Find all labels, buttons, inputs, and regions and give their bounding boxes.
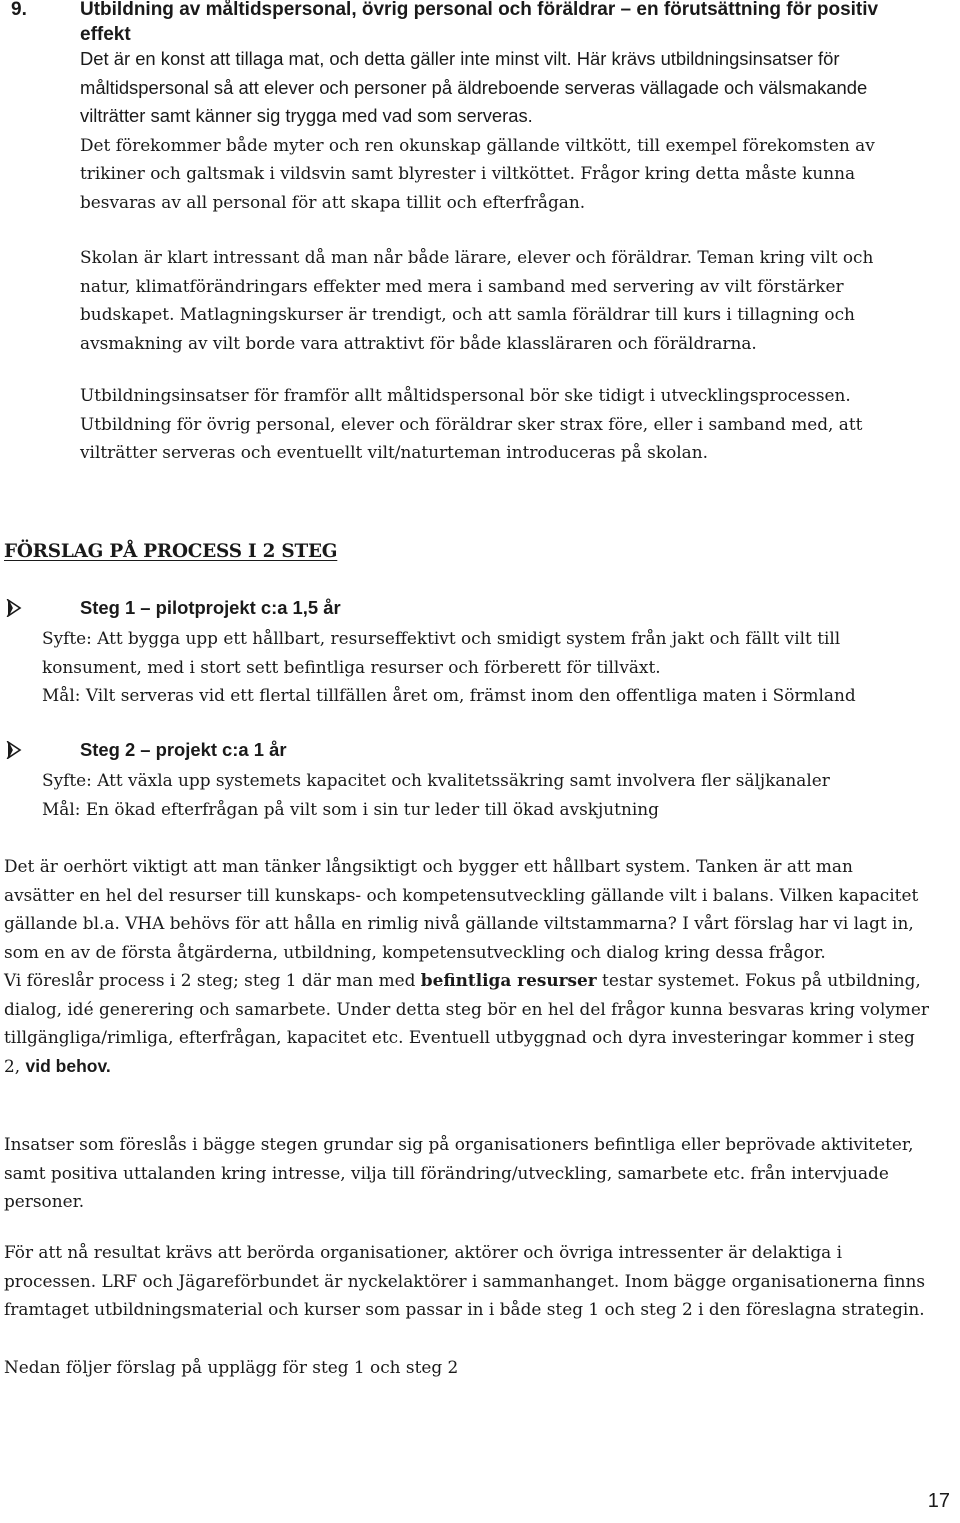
body-line: För att nå resultat krävs att berörda organisationer, aktörer och övriga intressenter är delaktiga i bbox=[4, 1242, 842, 1262]
section-number: 9. bbox=[11, 0, 27, 20]
body-line: framtaget utbildningsmaterial och kurser som passar in i både steg 1 och steg 2 i den föreslagna strategin. bbox=[4, 1299, 925, 1319]
body-line: vilträtter serveras och eventuellt vilt/naturteman introduceras på skolan. bbox=[80, 442, 708, 462]
body-line: avsätter en hel del resurser till kunskaps- och kompetensutveckling gällande vilt i balans. Vilken kapacitet bbox=[4, 884, 919, 905]
step-2-body bbox=[42, 766, 830, 823]
body-line: avsmakning av vilt borde vara attraktivt för både klassläraren och föräldrarna. bbox=[80, 332, 757, 353]
body-line: Det är en konst att tillaga mat, och detta gäller inte minst vilt. Här krävs utbildningsinsatser för bbox=[80, 48, 840, 69]
body-line: trikiner och galtsmak i vildsvin samt blyrester i viltköttet. Frågor kring detta måste kunna bbox=[80, 163, 856, 183]
body-line: Utbildningsinsatser för framför allt måltidspersonal bör ske tidigt i utvecklingsprocessen. bbox=[80, 385, 851, 405]
step-2-title: Steg 2 – projekt c:a 1 år bbox=[80, 739, 287, 760]
text-run: testar systemet. Fokus på utbildning, bbox=[596, 970, 921, 990]
step-2-mal: Mål: En ökad efterfrågan på vilt som i sin tur leder till ökad avskjutning bbox=[42, 798, 659, 819]
arrow-bullet-icon bbox=[6, 740, 80, 760]
body-line: natur, klimatförändringars effekter med mera i samband med servering av vilt förstärker bbox=[80, 275, 844, 296]
step-2-heading bbox=[6, 739, 286, 761]
step-1-heading bbox=[6, 597, 341, 619]
text-run: 2, bbox=[4, 1055, 26, 1076]
body-line: Utbildning för övrig personal, elever och föräldrar sker strax före, eller i samband med, att bbox=[80, 413, 863, 434]
section-9-body bbox=[80, 45, 875, 216]
body-line: Nedan följer förslag på upplägg för steg 1 och steg 2 bbox=[4, 1357, 459, 1377]
body-line: Det förekommer både myter och ren okunskap gällande viltkött, till exempel förekomsten av bbox=[80, 134, 875, 155]
page-number: 17 bbox=[927, 1490, 950, 1512]
section-title-line-2: effekt bbox=[80, 24, 131, 45]
body-line: dialog, idé generering och samarbete. Under detta steg bör en hel del frågor kunna besvaras kring volymer bbox=[4, 998, 930, 1019]
body-line: Insatser som föreslås i bägge stegen grundar sig på organisationers befintliga eller beprövade aktiviteter, bbox=[4, 1134, 914, 1154]
paragraph-utbildningsinsatser bbox=[80, 381, 862, 467]
section-9-heading bbox=[11, 0, 878, 47]
body-line: Det är oerhört viktigt att man tänker långsiktigt och bygger ett hållbart system. Tanken är att man bbox=[4, 856, 853, 876]
body-line: måltidspersonal så att elever och personer på äldreboende serveras vällagade och välsmakande bbox=[80, 76, 868, 98]
body-line: besvaras av all personal för att skapa tillit och efterfrågan. bbox=[80, 191, 586, 212]
step-1-syfte: Syfte: Att bygga upp ett hållbart, resurseffektivt och smidigt system från jakt och fällt vilt till bbox=[42, 628, 841, 648]
body-line: gällande bl.a. VHA behövs för att hålla en rimlig nivå gällande viltstammarna? I vårt förslag har vi lagt in, bbox=[4, 913, 914, 933]
forslag-heading: FÖRSLAG PÅ PROCESS I 2 STEG bbox=[4, 541, 338, 562]
body-line: vilträtter samt känner sig trygga med vad som serveras. bbox=[80, 105, 533, 126]
paragraph-insatser bbox=[4, 1130, 913, 1216]
paragraph-skolan bbox=[80, 243, 873, 357]
paragraph-resultat bbox=[4, 1238, 925, 1324]
emphasis-befintliga-resurser: befintliga resurser bbox=[420, 970, 597, 990]
body-line: tillgängliga/rimliga, efterfrågan, kapacitet etc. Eventuell utbyggnad och dyra investeringar kommer i steg bbox=[4, 1027, 915, 1047]
step-2-syfte: Syfte: Att växla upp systemets kapacitet och kvalitetssäkring samt involvera fler säljkanaler bbox=[42, 770, 830, 790]
step-1-title: Steg 1 – pilotprojekt c:a 1,5 år bbox=[80, 597, 341, 618]
body-line: som en av de första åtgärderna, utbildning, kompetensutveckling och dialog kring dessa frågor. bbox=[4, 941, 826, 962]
step-1-mal: Mål: Vilt serveras vid ett flertal tillfällen året om, främst inom den offentliga maten i Sörmland bbox=[42, 685, 856, 705]
body-line: processen. LRF och Jägareförbundet är nyckelaktörer i sammanhanget. Inom bägge organisationerna finns bbox=[4, 1270, 926, 1291]
section-title-line-1: Utbildning av måltidspersonal, övrig personal och föräldrar – en förutsättning för positiv bbox=[80, 0, 879, 20]
arrow-bullet-icon bbox=[6, 598, 80, 618]
body-line bbox=[4, 1052, 929, 1081]
paragraph-langsiktigt bbox=[4, 852, 929, 1080]
text-run: Vi föreslår process i 2 steg; steg 1 där man med bbox=[4, 970, 421, 990]
body-line: samt positiva uttalanden kring intresse, vilja till förändring/utveckling, samarbete etc. från intervjuade bbox=[4, 1162, 889, 1183]
body-line: budskapet. Matlagningskurser är trendigt, och att samla föräldrar till kurs i tillagning och bbox=[80, 304, 855, 324]
step-1-syfte-cont: konsument, med i stort sett befintliga resurser och förberett för tillväxt. bbox=[42, 656, 661, 677]
body-line: Skolan är klart intressant då man når både lärare, elever och föräldrar. Teman kring vilt och bbox=[80, 247, 874, 267]
paragraph-nedan bbox=[4, 1353, 458, 1382]
step-1-body bbox=[42, 624, 856, 710]
body-line bbox=[4, 966, 929, 995]
emphasis-vid-behov: vid behov. bbox=[25, 1055, 111, 1076]
body-line: personer. bbox=[4, 1191, 85, 1211]
